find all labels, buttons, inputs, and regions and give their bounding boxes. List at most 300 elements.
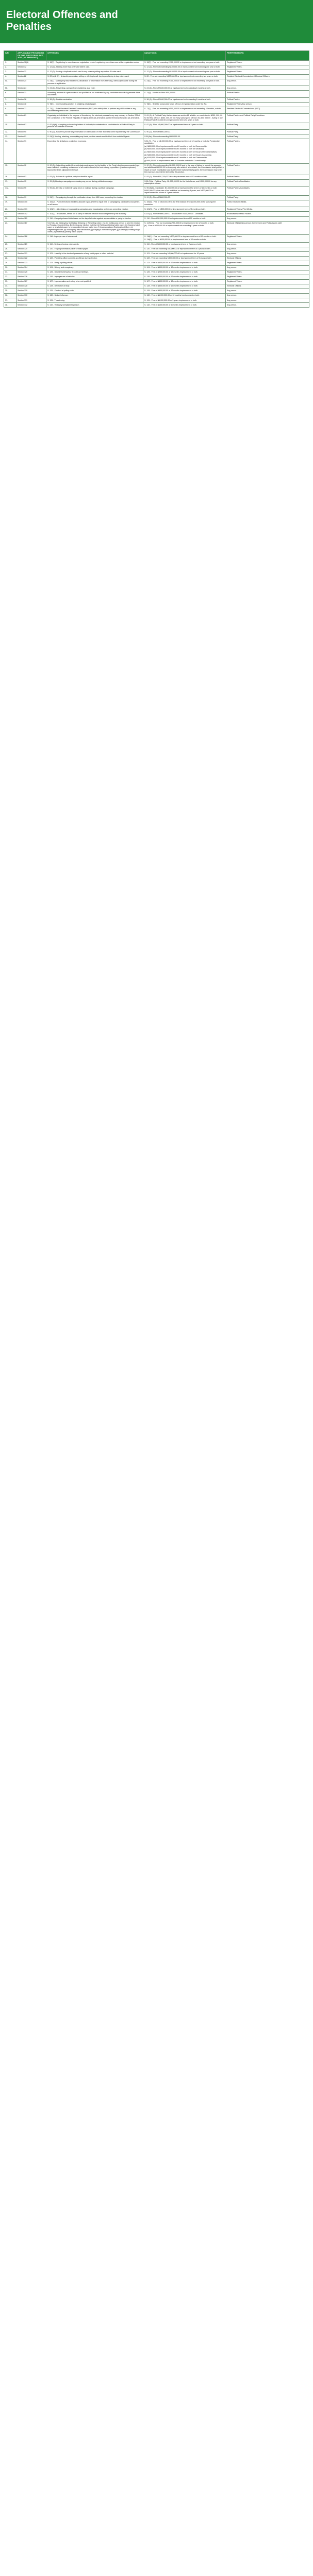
cell-sn: 5a. [4,79,17,86]
sanction-text: S. 129 - Fine of N500,000.00 or 12 months imprisonment or both. [144,290,198,292]
table-row [4,195,309,200]
cell-perpetrators: Political Parties. [226,163,309,175]
cell-offences [46,221,143,234]
cell-sn: 32. [4,275,17,280]
cell-perpetrators: Registered Voters. [226,70,309,74]
cell-sn: 14. [4,139,17,163]
sanction-text: S. 92 (3) - Fine not exceeding N1,000,000.00 and in the case of failure to submit the accounts and additional N5,000.00 for every day after which it is in default; the Commission shall publish a report on such examination and audit in three national newspapers; the Commission may order the expenses exceed the limit set by this section. [144,164,224,173]
cell-perpetrators: Public Electronic Media. [226,200,309,207]
sanction-text: S.102(2) - Fine of N500,000.00 - Broadcaster: N100,000.00 - Candidate. [144,212,204,215]
cell-offences [46,280,143,284]
sanction-text: S. 110 - Fine of N1,000,000.00 or imprisonment term of 12 months or both. [144,217,206,219]
cell-provision: Section 38 [17,97,46,102]
sanction-text: (c) N500,000.00 or imprisonment term of 5 months or both for House of Representatives. [144,150,218,153]
cell-sn: 33. [4,280,17,284]
offence-text: S. 132 - Voting by unregistered person. [47,303,80,306]
cell-sn: 11. [4,123,17,129]
cell-offences [46,195,143,200]
sanction-text: S. 31(8) - Maximum Fine: N50,000.00. [144,91,176,94]
cell-provision: Section 119 [17,242,46,247]
cell-offences [46,134,143,139]
cell-provision: Section 12 [17,70,46,74]
cell-sn: 3. [4,70,17,74]
cell-sn: 31. [4,270,17,275]
table-row [4,74,309,79]
table-row [4,187,309,196]
cell-offences [46,284,143,289]
table-row [4,207,309,212]
table-row [4,91,309,97]
sanction-text: (f) N50,000.00 or imprisonment term of 3 months or both for Councillorship. [144,160,206,162]
cell-offences [46,163,143,175]
cell-provision: Section 100 [17,200,46,207]
page-banner [0,0,313,43]
table-row [4,284,309,289]
offence-text: S. 120 - Forging nomination paper or ballot paper. [47,247,89,250]
cell-perpetrators: Electoral Officers. [226,256,309,261]
sanction-text: S. 12(2) - Fine not exceeding N100,000.00 or imprisonment not exceeding one year or both. [144,61,220,63]
cell-sanctions [143,60,226,65]
table-row [4,163,309,175]
cell-sanctions [143,207,226,212]
cell-sn: 26. [4,247,17,251]
cell-perpetrators: Registered Voters/ Print Media. [226,207,309,212]
table-row [4,97,309,102]
cell-sanctions [143,280,226,284]
table-row [4,130,309,134]
cell-offences [46,60,143,65]
table-row [4,261,309,265]
offence-text: S. 78(1) - Impersonating another in obtaining a ballot paper. [47,103,96,106]
offence-text: S. 24 (2) - Preventing a person from registering as a voter. [47,87,95,89]
offence-text: S. 125 - Disorderly behaviour at political meetings. [47,271,89,274]
cell-provision: Section 128 [17,284,46,289]
cell-sn: 15. [4,163,17,175]
table-row [4,179,309,186]
cell-provision: Section 91 [17,134,46,139]
cell-sn: 35. [4,289,17,294]
cell-sanctions [143,261,226,265]
table-row [4,298,309,303]
cell-offences [46,234,143,242]
table-row [4,294,309,298]
cell-sanctions [143,74,226,79]
sanction-text: S. 127 - Fine of N500,000.00 or 12 months imprisonment or both. [144,280,198,283]
cell-sanctions [143,200,226,207]
sanction-text: S. 132 - Fine of N100,000.00 or 6 months imprisonment or both. [144,303,197,306]
cell-provision: Section 81 [17,114,46,123]
cell-perpetrators: Any person. [226,216,309,221]
cell-provision: Section 130 [17,294,46,298]
cell-offences [46,79,143,86]
cell-provision: Section 123 [17,261,46,265]
table-row [4,251,309,256]
cell-offences [46,175,143,179]
table-row [4,247,309,251]
cell-sanctions [143,298,226,303]
sanction-text: S. 101(3) - Fine of N500,000.00 or imprisonment term of 6 months or both. [144,208,206,210]
cell-sanctions [143,179,226,186]
sanction-text: (b) N600,000.00 or imprisonment term of 6 months or both for Senatorial. [144,148,205,150]
sanction-text: S. 120 - Fine not exceeding N50,000.00 or imprisonment term of 2 years or both. [144,247,211,250]
offence-text: S. 122 - Presiding officer commits an offence during election. [47,257,97,259]
cell-provision: Section 101 [17,207,46,212]
sanction-text: S. 93 (1) - Fine of N1,000,000.00 or imprisonment term of 12 months or both. [144,176,208,178]
offence-text: S. 102(1) - Broadcasts, Media not to carry or transmit election broadcast printed by the authority. [47,212,127,215]
cell-sn: 10. [4,114,17,123]
sanction-text: S. 99 (2) - Fine of N500,000.00. [144,196,171,199]
sanction-text: S. 123 - Fine of N500,000.00 or 12 months imprisonment or both. [144,262,198,264]
cell-perpetrators: Registered Voters. [226,60,309,65]
cell-offences [46,97,143,102]
cell-sanctions [143,139,226,163]
cell-provision: Section 77 [17,107,46,113]
cell-perpetrators: Electoral Officers. [226,284,309,289]
offence-text: S. 91(9) Holding, retaining, or acquiring any funds, or other assets remitted to it from outside Nigeria. [47,135,130,138]
cell-provision: Section 126 [17,275,46,280]
cell-provision: Section 102 [17,212,46,216]
offence-text: S. 129 - Conduct at polling units. [47,290,74,292]
cell-perpetrators: Any person. [226,251,309,256]
cell-provision: Section 92 [17,163,46,175]
cell-provision: Section 129 [17,289,46,294]
cell-provision: Section 132 [17,303,46,308]
cell-provision: Section 87 [17,123,46,129]
cell-offences [46,70,143,74]
header-sn: S/N [4,51,17,61]
offence-text: S. 22 (a) & (b) - Unlawful possession, selling or offering to sell, buying or offering to buy voters card. [47,75,129,78]
header-provision: APPLICABLE PROVISIONS OF THE ELECTORAL ACT, 2010 (AS AMENDED) [17,51,46,61]
table-row [4,221,309,234]
table-row [4,65,309,70]
table-row [4,289,309,294]
cell-offences [46,86,143,91]
sanction-text: S. 130 - Fine of N1,000,000.00 or 12 months imprisonment or both. [144,294,200,297]
offence-text: S. 121 - Lawfully in the electoral possession of any ballot paper or other material. [47,252,114,255]
cell-offences [46,216,143,221]
cell-offences [46,179,143,186]
cell-offences [46,200,143,207]
cell-perpetrators: Registered Voters. [226,275,309,280]
sanction-text: S. 77(1) - Fine not exceeding N500,000.00 or imprisonment not exceeding 12months, or both. [144,108,222,110]
cell-offences [46,139,143,163]
cell-provision: Section 99 [17,195,46,200]
cell-provision: Section 120 [17,247,46,251]
header-sanctions: SANCTIONS [143,51,226,61]
cell-offences [46,256,143,261]
cell-sn: 21. [4,212,17,216]
offence-text: S. 119 - Selling or buying voters cards. [47,243,79,245]
cell-perpetrators: Registered Voters. [226,65,309,70]
cell-sanctions [143,65,226,70]
cell-provision: Section 118 [17,234,46,242]
cell-sanctions [143,221,226,234]
page-title-line-2: Penalties [6,21,52,32]
offence-text: S. 77(1) - State Resident Electoral Commissioner (REC) who wilfully fails to perform any of his duties or any document required to the Commission. [47,108,136,112]
cell-offences [46,242,143,247]
cell-provision: Section 124 [17,265,46,270]
offence-text: Submitting a name of a person who is not qualified or not nominated by any candidate who wilfully presents false documents. [47,91,140,96]
table-container [0,43,313,323]
sanction-text: S.91 (9) - Fine of N1,000,000.00 or imprisonment term of 12 months or both for Presidential candidates. [144,140,220,144]
cell-offences [46,261,143,265]
cell-sanctions [143,270,226,275]
cell-perpetrators: Political Party. [226,134,309,139]
cell-sanctions [143,175,226,179]
page-title [6,9,307,33]
cell-offences [46,65,143,70]
offence-text: S. 87 (4)(b) - Accepting or Awarding Letters of Authority to contestants as candidates for a Political Party to produce a Certificate of Return. [47,124,135,128]
cell-provision: Section 110 [17,216,46,221]
sanction-text: S. 119 - Fine of N500,000.00 or imprisonment term of 2 years or both. [144,243,202,245]
cell-sn: 2. [4,65,17,70]
sanction-text: S.91(9a) - Fine not exceeding N500,000.00. [144,135,180,138]
cell-sn: 29. [4,261,17,265]
sanction-text: S. 128 - Fine of N500,000.00 or 12 months imprisonment or both. [144,285,198,287]
cell-provision: Section 24 [17,79,46,86]
cell-provision: Section 95 [17,187,46,196]
sanction-text: S. 90 (2) - Fine of N500,000.00. [144,130,171,133]
cell-provision: Section 22 [17,74,46,79]
sanction-text: (d) N300,000.00 or imprisonment term of 3 months or both for House of Assembly. [144,154,212,156]
sanction-text: (a) N800,000.00 or imprisonment term of 8 months or both for Governorship. [144,145,207,147]
offence-text: S. 127 - Impersonation and voting when not qualified. [47,280,91,283]
cell-sanctions [143,130,226,134]
cell-perpetrators: Political Parties. [226,91,309,97]
cell-perpetrators: Any person. [226,242,309,247]
cell-provision: Section 122 [17,256,46,261]
cell-offences [46,298,143,303]
cell-provision: Section 117 [17,221,46,234]
cell-sn: 23. [4,221,17,234]
cell-offences [46,303,143,308]
table-row [4,256,309,261]
cell-perpetrators: Any person. [226,265,309,270]
offence-text: S. 100(2) - Public Electronic Media to allocate equal airtime to equal time of campaigning candidates and parties on all issues. [47,201,140,206]
offence-text: Organizing an individual in the purpose of threatening the electoral process in any way contrary to Section 225 of the Constitution of the Federal Republic of Nigeria 1999 (as amended) and the Electoral Act 2010 (as amended). [47,114,140,119]
cell-offences [46,265,143,270]
offence-text: S. 131 - Threatening. [47,299,65,301]
cell-provision: Section 125 [17,270,46,275]
cell-perpetrators: Political Parties. [226,139,309,163]
sanction-text: S. 117(2)(a) - Fine not exceeding N50,000.00 or imprisonment for 12 months or both. [144,222,214,224]
cell-sanctions [143,79,226,86]
cell-perpetrators: Political Parties/Candidates. [226,179,309,186]
offence-text: S. 12(2) - Registering in more than one registration centre / registering more than once at the registration centre. [47,61,140,63]
table-body [4,60,309,308]
offence-text: S. 92 (3) - Submitting audited financial statements signed by the Auditor of the Party's Auditor accompanied by a sworn affidavit containing a statement of all contributions to the fund-raising expenditure (election expenses) beyond the limits stipulated in the Act. [47,164,140,171]
cell-perpetrators: Any person. [226,79,309,86]
table-row [4,79,309,86]
cell-offences [46,123,143,129]
cell-sanctions [143,234,226,242]
offence-text: S. 128 - Dereliction of duty. [47,285,70,287]
cell-sn: 19. [4,200,17,207]
sanction-text: S. 118(2) - Fine of N100,000.00 or imprisonment term of 12 months or both. [144,238,207,241]
cell-sanctions [143,242,226,247]
cell-sn: 5b. [4,86,17,91]
offence-text: S. 95 (1) - Directly or indirectly using force or violence during a political campaign. [47,187,114,190]
table-row [4,123,309,129]
cell-sanctions [143,195,226,200]
sanction-text: S. 131 - Fine of N1,000,000.00 or 3 years imprisonment or both. [144,299,197,301]
cell-sanctions [143,212,226,216]
cell-perpetrators: Registered Voters. [226,270,309,275]
cell-sanctions [143,102,226,107]
table-row [4,70,309,74]
sanction-text: S. 121 - Fine not exceeding N1,000,000.00 or imprisonment for 10 years. [144,252,205,255]
cell-perpetrators: Resident Electoral Commissioner/ Electoral Officers. [226,74,309,79]
cell-provision: Section 95 [17,179,46,186]
cell-offences [46,251,143,256]
cell-offences [46,74,143,79]
offence-text: S. 99(1) - Campaigning through the publication of any item 150 hours preceding the election. [47,196,124,199]
cell-offences [46,107,143,113]
cell-perpetrators: Registered Voters. [226,261,309,265]
cell-sn: 17a. [4,187,17,196]
offence-text: S. 123 - Being a polling official. [47,262,73,264]
offences-table [4,50,309,308]
header-perpetrators: PERPETRATORS [226,51,309,61]
cell-perpetrators: Political Parties. [226,97,309,102]
table-row [4,242,309,247]
offence-text: S. 12 (2) - Holding more than one valid voter's card. [47,66,90,69]
offence-text: S. 110 - Campaign-based disturbance on the day of election against any candidate or party to election. [47,217,131,219]
cell-sn: 9. [4,107,17,113]
cell-provision: Section 12 [17,65,46,70]
table-row [4,139,309,163]
cell-offences [46,247,143,251]
sanction-text: S. 125 - Fine of N200,000.00 or 12 months imprisonment or both. [144,271,198,274]
cell-perpetrators: Any person. [226,247,309,251]
cell-offences [46,270,143,275]
cell-perpetrators: Registered Voters. [226,280,309,284]
sanction-text: S. 122 - Fine not exceeding N500,000.00 or imprisonment term of 3 years or both. [144,257,212,259]
table-row [4,303,309,308]
table-row [4,280,309,284]
cell-perpetrators: Political Parties. [226,175,309,179]
cell-sanctions [143,247,226,251]
table-row [4,216,309,221]
cell-perpetrators: Electoral Officials/Any person; Government and Political party staff. [226,221,309,234]
table-header [4,51,309,61]
sanction-text: S. 38 (1) - Fine of N100,000.00 or imprisonment not exceeding 6 months or both. [144,98,211,100]
table-row [4,200,309,207]
header-offences: OFFENCES [46,51,143,61]
cell-offences [46,294,143,298]
cell-sanctions [143,123,226,129]
cell-sanctions [143,216,226,221]
cell-perpetrators: Registered Voters/Any person. [226,102,309,107]
table-row [4,234,309,242]
cell-perpetrators: Political Party. [226,130,309,134]
cell-sanctions [143,251,226,256]
cell-provision: Section 121 [17,251,46,256]
sanction-text: S. 81 (1) - A Political Party that contravenes section 81 is liable, on conviction to: N250, 000, 00 for the first offence; N250, 000, 00 for every subsequent offence; N2,500, 000,00 - Acting in any Political Party N10,000.00 or imprisonment term of 2 years or both. [144,114,223,122]
cell-sn: 13. [4,134,17,139]
cell-sn: 4. [4,74,17,79]
sanction-text: S. 118(1) - Fine not exceeding N100,000.00 or imprisonment term of 12 months or both. [144,235,217,238]
sanction-text: S. 24 (2) - Fine of N100,000.00 or imprisonment not exceeding 6 months or both. [144,87,211,89]
table-row [4,265,309,270]
cell-sn: 30. [4,265,17,270]
cell-sanctions [143,265,226,270]
cell-offences [46,207,143,212]
cell-sanctions [143,107,226,113]
cell-perpetrators: Any person. [226,86,309,91]
cell-offences [46,91,143,97]
table-row [4,275,309,280]
cell-provision: Section 12(1) [17,60,46,65]
cell-provision: Section 91 [17,139,46,163]
sanction-text: S.95 (5)(a) - Political Party: N1,000,000.00 for the first offence; and N500,000.00 for any subsequent offence. [144,180,217,185]
table-row [4,134,309,139]
offence-text: S. 126 - Improper use of vehicles. [47,276,75,278]
cell-sanctions [143,91,226,97]
sanction-text: S. 87 (4) - Fine: N1,000,000.00 or imprisonment term of 2 years or both. [144,124,204,126]
table-row [4,175,309,179]
sanction-text: S. 12 (2) - Fine not exceeding N100,000.00 or imprisonment not exceeding one year or both. [144,71,221,73]
cell-sanctions [143,163,226,175]
cell-perpetrators: Resident Electoral Commissioner (REC). [226,107,309,113]
cell-provision: Section 93 [17,175,46,179]
cell-perpetrators: Any person. [226,303,309,308]
cell-provision: Section 31 [17,91,46,97]
sanction-text: S. 24(1) - Fine not exceeding N100,000.00 or imprisonment not exceeding one year or both. [144,80,220,82]
cell-sn: 16. [4,175,17,179]
offence-text: S. 90 (2) - Failure to provide any information or clarification on their activities when requested by the Commission. [47,130,141,133]
cell-perpetrators: Political Parties and Political Party Executives. [226,114,309,123]
cell-sanctions [143,303,226,308]
offence-text: S. 12 (2) - Issuing a duplicate voter's card to any voter or putting any or true ID voter card. [47,71,121,73]
sanction-text: S. 100(6) - Fine of N500,000.00 in the first instance and N1,000,000.00 for subsequent conviction. [144,201,216,206]
cell-perpetrators: Any person. [226,294,309,298]
cell-perpetrators: Political Party. [226,123,309,129]
sanction-text: (e) N100,000.00 or imprisonment term of 3 months or both for Chairmanship. [144,157,208,159]
offence-text: S.117(1) - (a) Destroying, Mutilating, Defacing or Removing notice, etc; (b) Inviting any person to join the election; (c) Forging, Counterfeiting, Destroying any election material; (d) Selling or Buying ballot paper; (e) Causing ballot paper or any ballot paper to be deposited into any ballot box; (f) Impersonating a Registration Officer; (g) Registering to vote; (h) Making any false declaration; (i) Forging a nomination paper; (j) Knowingly creating illegal voters; (k) Unlawfully printing ballot papers. [47,222,141,233]
cell-sanctions [143,114,226,123]
cell-offences [46,130,143,134]
cell-sn: 8. [4,102,17,107]
cell-offences [46,114,143,123]
sanction-text: (b) - Fine of N200,000.00 or imprisonment not exceeding 2 years or both. [144,225,205,227]
cell-perpetrators: Political Party. [226,195,309,200]
cell-sn: 7. [4,97,17,102]
offence-text: S. 38 (2) - Double nomination. [47,98,72,100]
cell-perpetrators: Any person. [226,298,309,303]
cell-sn: 34. [4,284,17,289]
table-header-row [4,51,309,61]
table-row [4,60,309,65]
cell-sn: 27. [4,251,17,256]
cell-provision: Section 90 [17,130,46,134]
offence-text: S. 93 (1) - Failure of a political party to submit its report. [47,176,93,178]
table-row [4,86,309,91]
cell-offences [46,102,143,107]
cell-sn: 22. [4,216,17,221]
cell-provision: Section 127 [17,280,46,284]
cell-sanctions [143,70,226,74]
cell-sn: 25. [4,242,17,247]
cell-sanctions [143,97,226,102]
offence-text: Exceeding the limitations on election expenses. [47,140,87,142]
sanction-text: S. 126 - Fine of N500,000.00 or 12 months imprisonment or both. [144,276,198,278]
cell-sanctions [143,134,226,139]
offence-text: S. 101(1) - Advertising or broadcasting campaigns and broadcasting on the day preceding election. [47,208,129,210]
table-row [4,212,309,216]
offence-text: S. 124 - Bribery and conspiracy. [47,266,74,269]
cell-sn: 17. [4,179,17,186]
